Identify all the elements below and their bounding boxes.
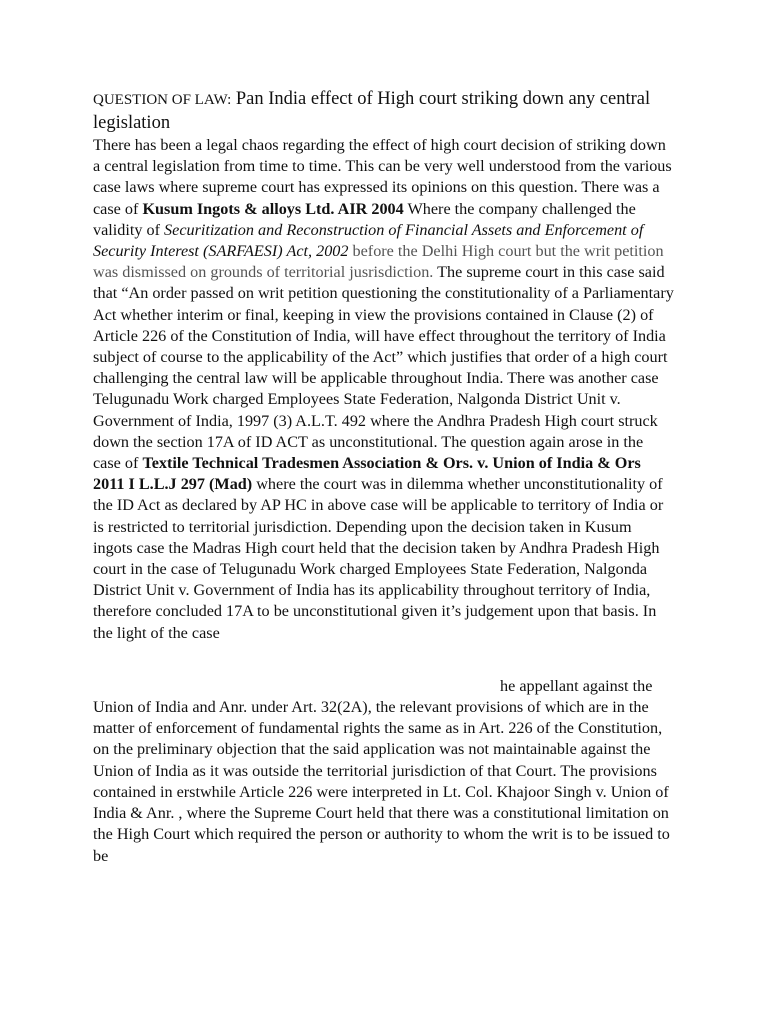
para1-text-4: The supreme court in this case said that “An order passed on writ petition questioning the constitutionality of a Parliamentary Act whether interim or final, keeping in view the provisions contained in Clause (2) of Article 226 of the Constitution of India, will have effect throughout the territory of India subject of course to the applicability of the Act” which justifies that order of a high court challenging the central law will be applicable throughout India. There was another case Telugunadu Work charged Employees State Federation, Nalgonda District Unit v. Government of India, 1997 (3) A.L.T. 492 where the Andhra Pradesh High court struck down the section 17A of ID ACT as unconstitutional. The question again arose in the case of [93, 263, 674, 473]
act-sarfaesi: Securitization and Reconstruction of Financial Assets and Enforcement of Security Interest (SARFAESI) Act, 2002 [93, 220, 644, 261]
document-page [93, 88, 675, 867]
para1-text-2: Where the company challenged the validity of [93, 199, 636, 239]
para1-text-1: There has been a legal chaos regarding the effect of high court decision of striking down a central legislation from time to time. This can be very well understood from the various case laws where supreme court has expressed its opinions on this question. There was a case of [93, 136, 672, 218]
paragraph-gap [93, 644, 675, 676]
case-kusum-ingots: Kusum Ingots & alloys Ltd. AIR 2004 [142, 199, 404, 218]
case-textile-technical: Textile Technical Tradesmen Association & Ors. v. Union of India & Ors 2011 I L.L.J 297 (Mad) [93, 454, 641, 494]
body-paragraph-2 [93, 676, 675, 867]
para1-text-5: where the court was in dilemma whether unconstitutionality of the ID Act as declared by AP HC in above case will be applicable to territory of India or is restricted to territorial jurisdiction. Depending upon the decision taken in Kusum ingots case the Madras High court held that the decision taken by Andhra Pradesh High court in the case of Telugunadu Work charged Employees State Federation, Nalgonda District Unit v. Government of India has its applicability throughout territory of India, therefore concluded 17A to be unconstitutional given it’s judgement upon that basis. In the light of the case [93, 475, 664, 642]
heading-label: QUESTION OF LAW: [93, 92, 232, 108]
question-heading [93, 88, 675, 135]
body-paragraph-1 [93, 135, 675, 644]
para2-text: he appellant against the Union of India and Anr. under Art. 32(2A), the relevant provisions of which are in the matter of enforcement of fundamental rights the same as in Art. 226 of the Constitution, on the preliminary objection that the said application was not maintainable against the Union of India as it was outside the territorial jurisdiction of that Court. The provisions contained in erstwhile Article 226 were interpreted in Lt. Col. Khajoor Singh v. Union of India & Anr. , where the Supreme Court held that there was a constitutional limitation on the High Court which required the person or authority to whom the writ is to be issued to be [93, 676, 670, 865]
para1-text-3: before the Delhi High court but the writ petition was dismissed on grounds of territorial jusrisdiction. [93, 242, 664, 282]
heading-title: Pan India effect of High court striking down any central legislation [93, 89, 651, 133]
